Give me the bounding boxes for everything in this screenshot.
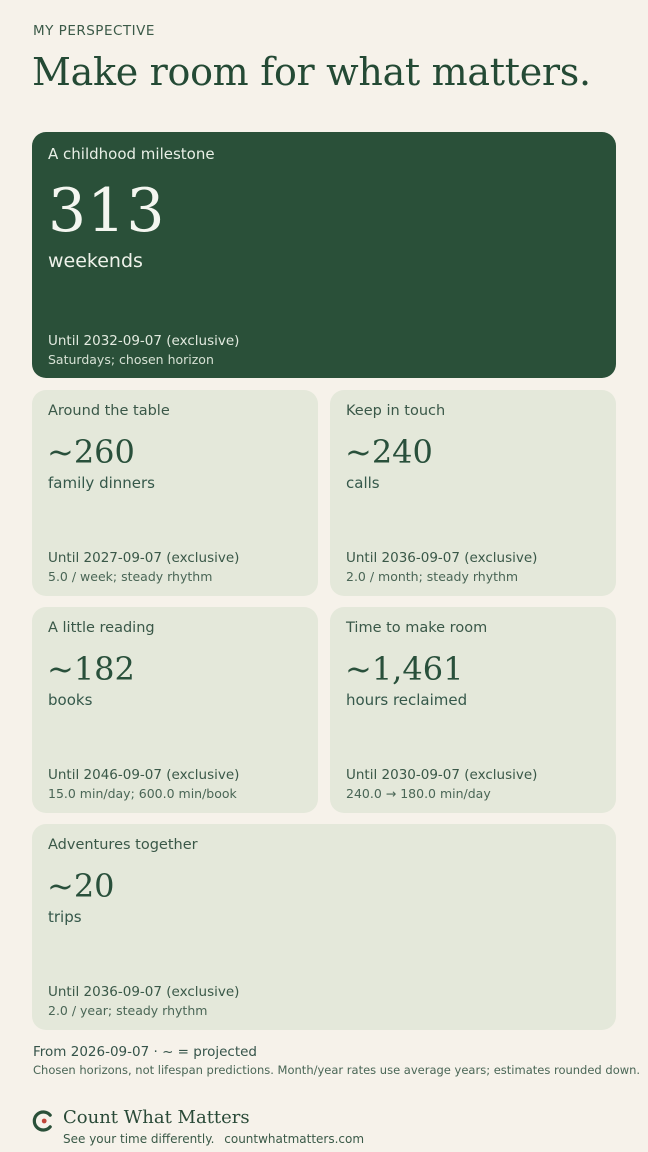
card-trips <box>32 824 616 1030</box>
eyebrow-label: MY PERSPECTIVE <box>33 23 155 39</box>
card-note: 15.0 min/day; 600.0 min/book <box>48 786 237 801</box>
card-books <box>32 607 318 813</box>
footer-disclaimer: Chosen horizons, not lifespan predictions. Month/year rates use average years; estimates rounded down. <box>33 1063 641 1077</box>
card-label: A little reading <box>48 620 155 636</box>
card-until: Until 2046-09-07 (exclusive) <box>48 767 240 783</box>
card-value: ~240 <box>345 433 433 471</box>
card-label: Around the table <box>48 403 170 419</box>
brand-tagline-row <box>63 1132 364 1146</box>
card-until: Until 2036-09-07 (exclusive) <box>346 550 538 566</box>
brand-url-link[interactable]: countwhatmatters.com <box>224 1132 365 1146</box>
card-value: ~20 <box>47 867 115 905</box>
card-until: Until 2030-09-07 (exclusive) <box>346 767 538 783</box>
footer-start-date: From 2026-09-07 · ~ = projected <box>33 1044 258 1060</box>
card-label: Keep in touch <box>346 403 446 419</box>
card-dinners <box>32 390 318 596</box>
brand-tagline: See your time differently. <box>63 1132 215 1146</box>
card-note: 5.0 / week; steady rhythm <box>48 569 213 584</box>
card-unit: books <box>48 691 93 709</box>
card-unit: family dinners <box>48 474 155 492</box>
card-unit: hours reclaimed <box>346 691 468 709</box>
card-until: Until 2027-09-07 (exclusive) <box>48 550 240 566</box>
card-hours <box>330 607 616 813</box>
card-value: ~182 <box>47 650 135 688</box>
card-weekends <box>32 132 616 378</box>
card-value: ~1,461 <box>345 650 464 688</box>
page-title: Make room for what matters. <box>32 50 591 94</box>
card-unit: trips <box>48 908 82 926</box>
card-note: 2.0 / year; steady rhythm <box>48 1003 208 1018</box>
card-label: Time to make room <box>346 620 488 636</box>
card-until: Until 2032-09-07 (exclusive) <box>48 333 240 349</box>
brand-logo-icon <box>31 1109 55 1133</box>
brand-name: Count What Matters <box>63 1107 250 1128</box>
card-unit: weekends <box>48 250 143 272</box>
card-value: 313 <box>48 176 166 246</box>
card-until: Until 2036-09-07 (exclusive) <box>48 984 240 1000</box>
card-label: Adventures together <box>48 837 198 853</box>
card-label: A childhood milestone <box>48 145 215 163</box>
card-unit: calls <box>346 474 380 492</box>
card-note: 2.0 / month; steady rhythm <box>346 569 519 584</box>
card-calls <box>330 390 616 596</box>
card-value: ~260 <box>47 433 135 471</box>
card-note: 240.0 → 180.0 min/day <box>346 786 491 801</box>
card-note: Saturdays; chosen horizon <box>48 352 214 367</box>
